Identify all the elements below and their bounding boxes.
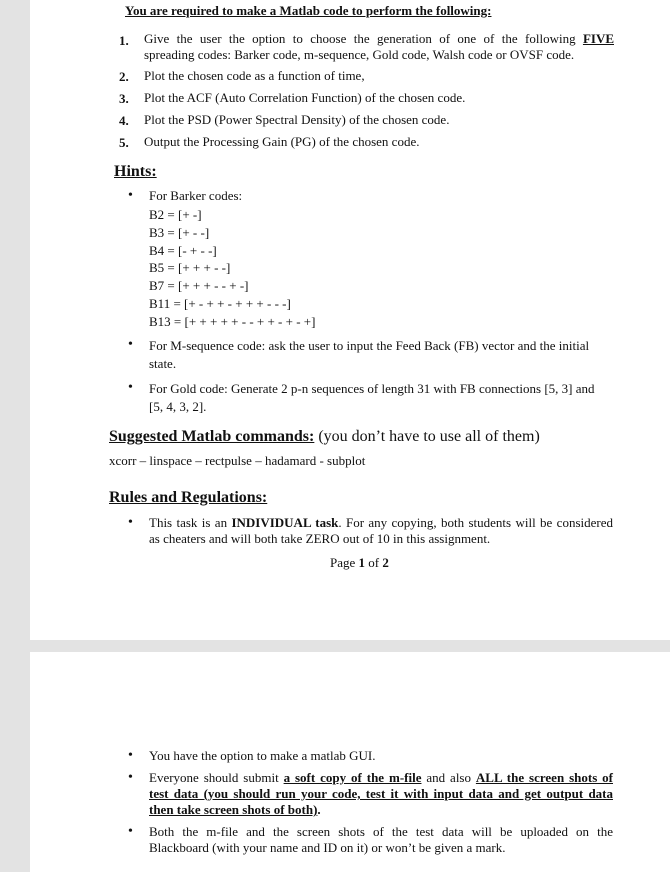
barker-code: B3 = [+ - -] — [149, 224, 210, 240]
gold-hint — [149, 380, 595, 416]
mseq-hint — [149, 337, 589, 373]
gold-line2: [5, 4, 3, 2]. — [149, 399, 207, 414]
barker-code: B11 = [+ - + + - + + + - - -] — [149, 295, 291, 311]
task-number: 3. — [119, 91, 129, 106]
bullet-icon: • — [128, 748, 133, 763]
gui-item: You have the option to make a matlab GUI. — [149, 748, 376, 763]
rules-item — [149, 515, 613, 547]
suggested-note: (you don’t have to use all of them) — [314, 428, 540, 445]
task-number: 1. — [119, 33, 129, 48]
barker-code: B7 = [+ + + - - + -] — [149, 278, 249, 294]
emphasis-soft-copy: a soft copy of the m-file — [283, 770, 422, 785]
upload-item — [149, 824, 613, 856]
barker-code: B2 = [+ -] — [149, 207, 202, 222]
barker-code-list — [149, 206, 315, 331]
suggested-heading-text: Suggested Matlab commands: — [109, 428, 315, 445]
barker-code: B13 = [+ + + + + - - + + - + - +] — [149, 313, 316, 329]
page-number — [330, 555, 389, 571]
bullet-icon: • — [128, 188, 133, 203]
document-page-2 — [30, 652, 670, 872]
barker-code: B4 = [- + - -] — [149, 242, 217, 258]
task-item: Plot the ACF (Auto Correlation Function) of the chosen code. — [144, 90, 466, 105]
bullet-icon: • — [128, 337, 133, 352]
rules-text: This task is an — [149, 515, 232, 530]
bullet-icon: • — [128, 824, 133, 839]
page-of: of — [365, 555, 383, 570]
task-number: 2. — [119, 69, 129, 84]
submit-end: . — [317, 802, 321, 817]
rules-text: . For any copying, both students will be considered — [338, 515, 613, 530]
rules-heading: Rules and Regulations: — [109, 489, 268, 506]
emphasis-test-data: test data (you should run your code, test it with input data and get output data — [149, 786, 613, 801]
task-text: Give the user the option to choose the generation of one of the following — [144, 31, 583, 46]
bullet-icon: • — [128, 770, 133, 785]
rules-line2: as cheaters and will both take ZERO out of 10 in this assignment. — [149, 531, 491, 546]
bullet-icon: • — [128, 515, 133, 530]
task-item: Plot the chosen code as a function of time, — [144, 68, 365, 83]
commands-list: xcorr – linspace – rectpulse – hadamard - subplot — [109, 453, 366, 468]
submit-text: Everyone should submit — [149, 770, 284, 785]
mseq-line1: For M-sequence code: ask the user to input the Feed Back (FB) vector and the initial — [149, 338, 590, 353]
page-label: Page — [330, 555, 359, 570]
task-item — [144, 31, 614, 63]
emphasis-individual: INDIVIDUAL task — [231, 515, 339, 530]
suggested-commands-heading — [109, 428, 540, 446]
page-total: 2 — [382, 555, 389, 570]
hints-heading: Hints: — [114, 163, 157, 180]
submit-item — [149, 770, 613, 818]
task-number: 4. — [119, 113, 129, 128]
gold-line1: For Gold code: Generate 2 p-n sequences of length 31 with FB connections [5, 3] and — [149, 381, 595, 396]
submit-text: and also — [421, 770, 476, 785]
upload-line1: Both the m-file and the screen shots of the test data will be uploaded on the — [149, 824, 613, 839]
emphasis-screenshots: ALL the screen shots of — [475, 770, 613, 785]
task-text-line2: spreading codes: Barker code, m-sequence, Gold code, Walsh code or OVSF code. — [144, 47, 575, 62]
page-title: You are required to make a Matlab code to perform the following: — [125, 3, 492, 18]
document-page-1 — [30, 0, 670, 640]
emphasis-five: FIVE — [582, 31, 614, 46]
bullet-icon: • — [128, 380, 133, 395]
upload-line2: Blackboard (with your name and ID on it) or won’t be given a mark. — [149, 840, 506, 855]
task-item: Output the Processing Gain (PG) of the chosen code. — [144, 134, 420, 149]
mseq-line2: state. — [149, 356, 177, 371]
task-number: 5. — [119, 135, 129, 150]
task-item: Plot the PSD (Power Spectral Density) of the chosen code. — [144, 112, 450, 127]
emphasis-take-shots: then take screen shots of both) — [149, 802, 318, 817]
barker-intro: For Barker codes: — [149, 188, 243, 203]
page-num: 1 — [358, 555, 366, 570]
barker-code: B5 = [+ + + - -] — [149, 260, 231, 276]
